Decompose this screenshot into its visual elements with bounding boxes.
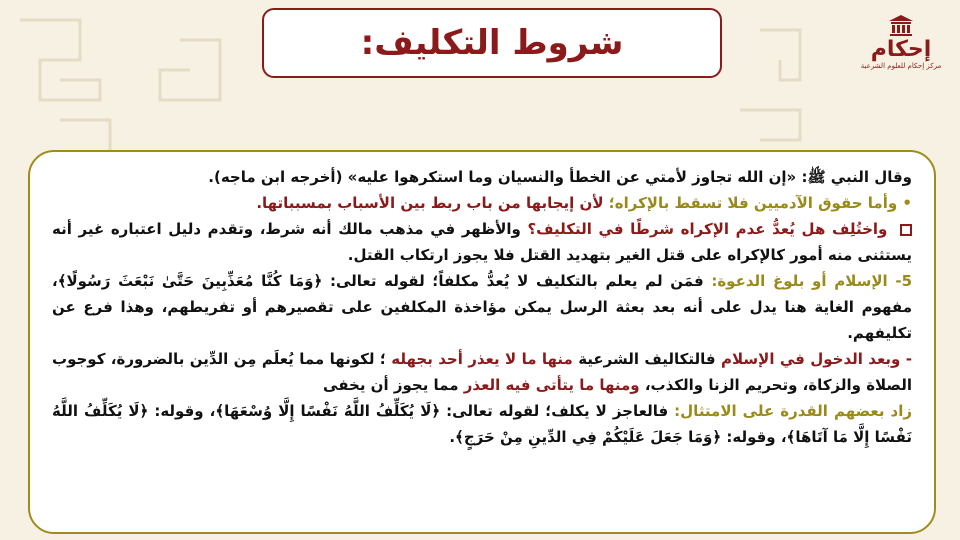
- coercion-answer: والأظهر في مذهب مالك أنه شرط، وتقدم دليل اعتباره غير أنه يستثنى منه أمور كالإكراه على قتل الغير بتهديد القتل فلا يجوز ارتكاب القتل.: [52, 220, 912, 264]
- human-rights-text: وأما حقوق الآدميين فلا تسقط بالإكراه؛: [603, 194, 898, 212]
- paragraph-after-islam: [52, 346, 912, 398]
- paragraph-hadith: [52, 164, 912, 190]
- building-logo-icon: [888, 14, 914, 36]
- after-islam-highlight-1: منها ما لا يعذر أحد بجهله: [391, 350, 573, 368]
- page-title: شروط التكليف:: [360, 23, 624, 63]
- after-islam-highlight-2: ومنها ما يتأتى فيه العذر: [463, 376, 640, 394]
- paragraph-ability: [52, 398, 912, 450]
- coercion-question: واختُلِف هل يُعدُّ عدم الإكراه شرطًا في التكليف؟: [527, 220, 888, 238]
- ability-text: فالعاجز لا يكلف؛ لقوله تعالى: ﴿لَا يُكَلِّفُ اللَّهُ نَفْسًا إِلَّا وُسْعَهَا﴾، وقوله: ﴿لَا يُكَلِّفُ اللَّهُ نَفْسًا إِلَّا مَا آتَاهَا﴾، وقوله: ﴿وَمَا جَعَلَ عَلَيْكُمْ فِي الدِّينِ مِنْ حَرَجٍ﴾.: [52, 402, 912, 446]
- checkbox-icon: [900, 224, 912, 236]
- title-box: [262, 8, 722, 78]
- logo: [856, 14, 946, 94]
- after-islam-text-2: ؛ لكونها مما يُعلَم مِن الدِّين بالضرورة، كوجوب الصلاة والزكاة، وتحريم الزنا والكذب،: [52, 350, 912, 394]
- paragraph-islam: [52, 268, 912, 346]
- after-islam-heading: وبعد الدخول في الإسلام: [721, 350, 901, 368]
- islam-heading: 5- الإسلام أو بلوغ الدعوة:: [703, 272, 912, 290]
- logo-subtitle: مركز إحكام للعلوم الشرعية: [860, 62, 942, 70]
- ability-heading: زاد بعضهم القدرة على الامتثال:: [668, 402, 912, 420]
- after-islam-text-1: فالتكاليف الشرعية: [572, 350, 716, 368]
- bullet-icon: •: [902, 194, 912, 212]
- content-box: [28, 150, 936, 534]
- islam-text: فمَن لم يعلم بالتكليف لا يُعدُّ مكلفاً؛ لقوله تعالى: ﴿وَمَا كُنَّا مُعَذِّبِينَ حَتَّىٰ نَبْعَثَ رَسُولًا﴾، مفهوم الغاية هنا يدل على أنه بعد بعثة الرسل يمكن مؤاخذة المكلفين على تقصيرهم أو تفريطهم، وهذا فرع عن تكليفهم.: [52, 272, 912, 342]
- after-islam-text-3: مما يجوز أن يخفى: [323, 376, 459, 394]
- paragraph-coercion: [52, 216, 912, 268]
- hadith-text: وقال النبي ﷺ: «إن الله تجاوز لأمتي عن الخطأ والنسيان وما استكرهوا عليه» (أخرجه ابن ماجه).: [208, 168, 912, 186]
- paragraph-human-rights: [52, 190, 912, 216]
- content-text: [52, 164, 912, 450]
- dash-marker: -: [900, 350, 912, 368]
- logo-name: إحكام: [870, 37, 932, 62]
- human-rights-reason: لأن إيجابها من باب ربط بين الأسباب بمسبباتها.: [256, 194, 604, 212]
